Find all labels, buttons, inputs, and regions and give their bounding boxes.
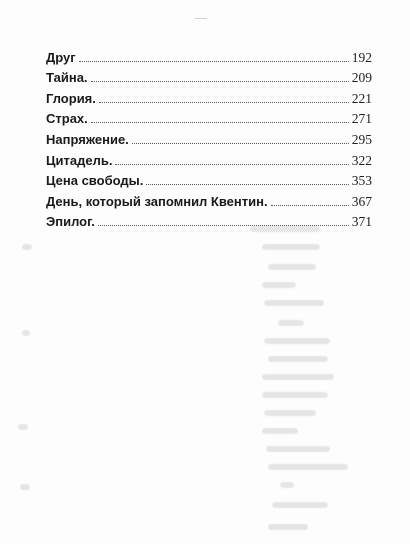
bleed-line bbox=[262, 392, 328, 398]
toc-entry-page: 192 bbox=[351, 49, 372, 65]
toc-entry bbox=[46, 86, 372, 107]
toc-entry-title: Тайна. bbox=[46, 70, 88, 86]
bleed-line bbox=[266, 446, 330, 452]
bleed-line bbox=[264, 300, 324, 306]
page-mark bbox=[195, 18, 207, 19]
bleed-line bbox=[268, 356, 328, 362]
toc-entry bbox=[46, 169, 372, 190]
toc-entry bbox=[46, 189, 372, 210]
bleed-line bbox=[262, 244, 320, 250]
toc-entry bbox=[46, 66, 372, 87]
table-of-contents bbox=[46, 45, 372, 230]
toc-entry-title: Друг bbox=[46, 49, 76, 65]
bleed-line bbox=[18, 424, 28, 430]
reverse-side-bleed-through bbox=[0, 218, 410, 544]
bleed-line bbox=[262, 282, 296, 288]
bleed-line bbox=[262, 428, 298, 434]
bleed-line bbox=[264, 410, 316, 416]
toc-entry-title: Цитадель. bbox=[46, 152, 113, 168]
bleed-line bbox=[268, 264, 316, 270]
toc-dot-leader bbox=[132, 143, 349, 144]
toc-entry-title: Страх. bbox=[46, 111, 88, 127]
bleed-line bbox=[264, 338, 330, 344]
toc-entry-title: День, который запомнил Квентин. bbox=[46, 193, 268, 209]
toc-entry-page: 209 bbox=[351, 70, 372, 86]
toc-entry bbox=[46, 210, 372, 231]
toc-entry bbox=[46, 148, 372, 169]
toc-entry-page: 322 bbox=[351, 152, 372, 168]
toc-entry-page: 221 bbox=[351, 90, 372, 106]
toc-entry-page: 295 bbox=[351, 131, 372, 147]
toc-dot-leader bbox=[271, 205, 349, 206]
toc-entry-page: 353 bbox=[351, 173, 372, 189]
bleed-line bbox=[20, 484, 30, 490]
bleed-line bbox=[280, 482, 294, 488]
toc-entry bbox=[46, 127, 372, 148]
toc-entry-page: 271 bbox=[351, 111, 372, 127]
bleed-line bbox=[268, 464, 348, 470]
toc-entry-title: Напряжение. bbox=[46, 131, 129, 147]
toc-entry bbox=[46, 45, 372, 66]
toc-dot-leader bbox=[98, 225, 349, 226]
toc-entry-title: Эпилог. bbox=[46, 214, 95, 230]
toc-dot-leader bbox=[79, 61, 349, 62]
toc-dot-leader bbox=[91, 81, 349, 82]
bleed-line bbox=[262, 374, 334, 380]
toc-dot-leader bbox=[91, 122, 349, 123]
bleed-line bbox=[272, 502, 328, 508]
toc-dot-leader bbox=[146, 184, 348, 185]
bleed-line bbox=[22, 244, 32, 250]
toc-entry-page: 371 bbox=[351, 214, 372, 230]
toc-entry-title: Цена свободы. bbox=[46, 173, 144, 189]
toc-entry bbox=[46, 107, 372, 128]
bleed-line bbox=[268, 524, 308, 530]
bleed-line bbox=[22, 330, 30, 336]
toc-dot-leader bbox=[115, 164, 348, 165]
toc-entry-title: Глория. bbox=[46, 90, 96, 106]
bleed-line bbox=[278, 320, 304, 326]
toc-dot-leader bbox=[99, 102, 349, 103]
toc-entry-page: 367 bbox=[351, 193, 372, 209]
